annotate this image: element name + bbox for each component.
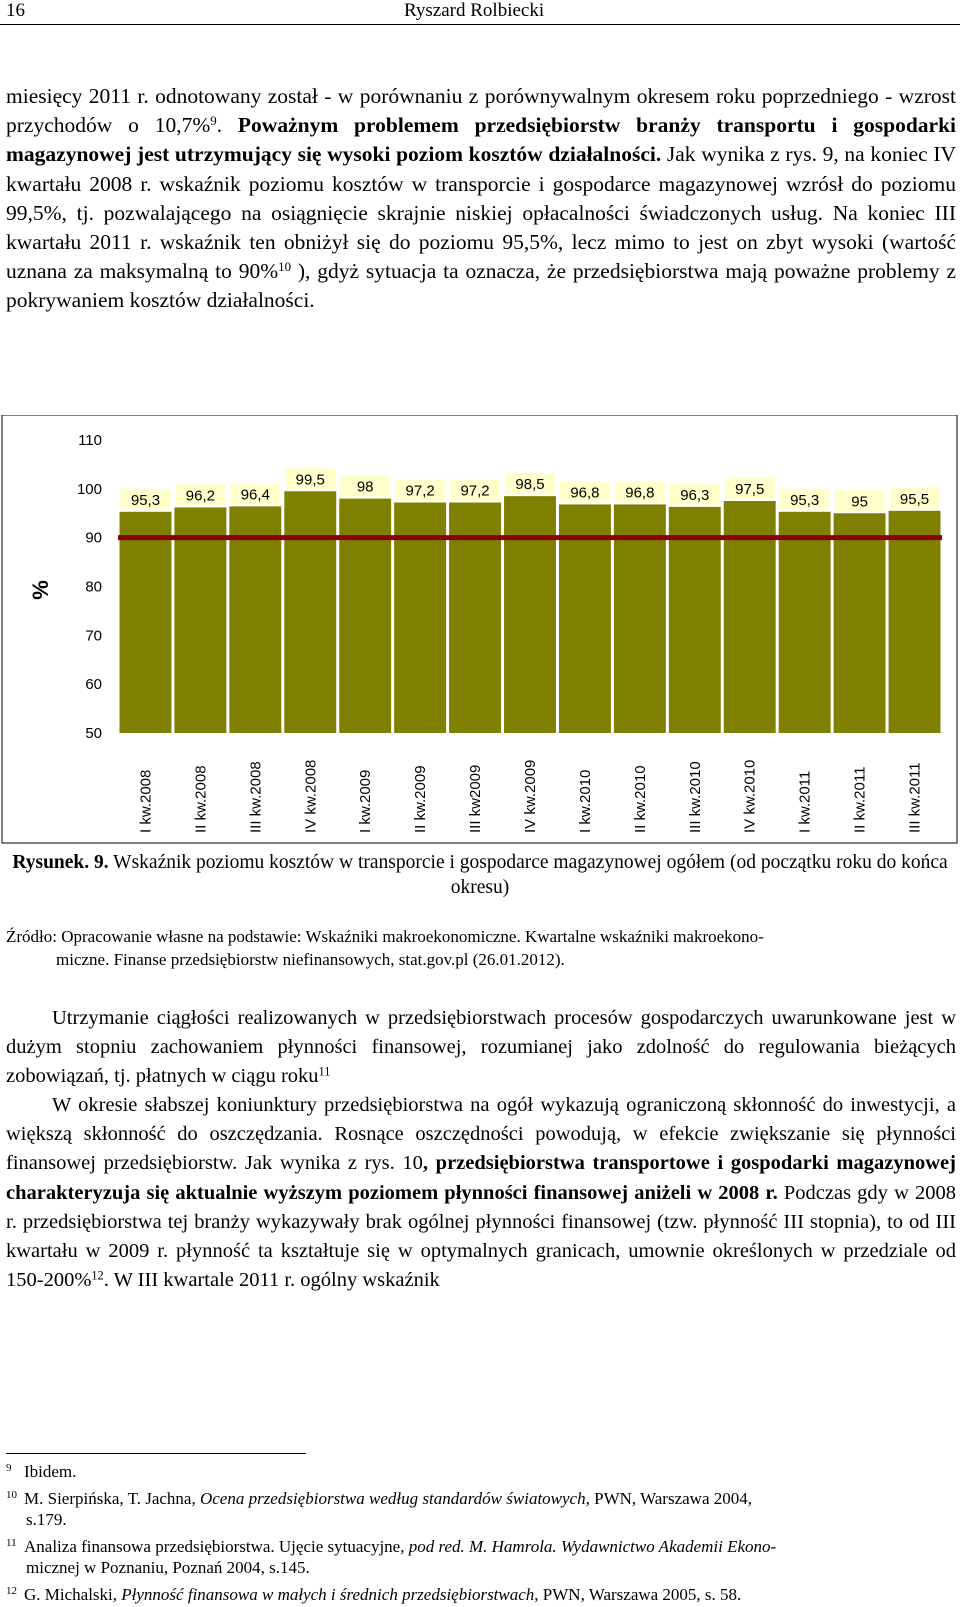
data-bar	[889, 511, 941, 733]
data-label: 96,2	[185, 487, 216, 505]
x-tick-label: I kw.2011	[796, 770, 814, 833]
body-paragraphs	[6, 1004, 956, 1295]
intro-bold-text: Poważnym problemem przedsiębiorstw branży transportu i gospodarki magazynowej jest utrzymujący się wysoki poziom kosztów działalności.	[6, 113, 957, 167]
footnote-title: Płynność finansowa w małych i średnich przedsiębiorstwach	[121, 1584, 535, 1604]
intro-text-4: ), gdyż sytuacja ta oznacza, że przedsiębiorstwa mają poważne problemy z pokrywaniem kosztów działalności.	[6, 259, 956, 313]
x-tick-label: II kw.2010	[631, 765, 649, 833]
figure-caption-label: Rysunek. 9.	[12, 852, 109, 873]
intro-text-1: miesięcy 2011 r. odnotowany został - w porównaniu z porównywalnym okresem roku poprzedniego - wzrost przychodów o 10,7%	[6, 84, 956, 138]
data-bar	[669, 507, 721, 733]
figure-source	[6, 925, 956, 971]
data-label: 95	[851, 493, 868, 511]
footnote-text-cont: micznej w Poznaniu, Poznań 2004, s.145.	[26, 1558, 310, 1577]
source-line-1: Źródło: Opracowanie własne na podstawie: Wskaźniki makroekonomiczne. Kwartalne wskaźniki makroekono-	[6, 927, 764, 946]
x-tick-label: II kw.2011	[851, 766, 869, 833]
x-tick-label: III kw.2010	[686, 761, 704, 833]
data-bar	[229, 506, 281, 733]
data-bar	[504, 496, 556, 733]
footnote-number: 12	[6, 1584, 17, 1597]
x-tick-label: IV kw.2010	[741, 759, 759, 833]
body-bold-comma: ,	[422, 1152, 429, 1175]
data-label: 98,5	[515, 476, 545, 494]
x-tick-label: IV kw.2008	[302, 759, 320, 833]
footnote-11	[6, 1533, 956, 1579]
x-tick-label: I kw.2009	[357, 769, 375, 833]
footnote-text: , PWN, Warszawa 2005, s. 58.	[534, 1584, 742, 1604]
figure-caption	[0, 850, 960, 900]
data-bar	[779, 512, 831, 733]
y-tick-label: 90	[85, 529, 102, 547]
source-line-2: miczne. Finanse przedsiębiorstw niefinansowych, stat.gov.pl (26.01.2012).	[56, 950, 565, 969]
y-axis-label: %	[28, 580, 53, 600]
body-text-3: Podczas gdy w 2008 r. przedsiębiorstwa tej branży wykazywały brak ogólnej płynności finansowej (tzw. płynność III stopnia), to od III kwartału w 2009 r. płynność ta kształtuje się w optymalnych granicach, umownie określonych w przedziale od 150-200%	[6, 1181, 957, 1291]
footnote-rule	[6, 1453, 306, 1454]
footnote-number: 10	[6, 1488, 17, 1501]
x-tick-label: III kw.2011	[906, 762, 924, 833]
x-tick-label: II kw.2008	[192, 765, 210, 833]
footnote-text: G. Michalski,	[24, 1584, 122, 1604]
data-label: 97,2	[460, 482, 490, 500]
page-header	[0, 0, 960, 26]
footnote-title: , pod red. M. Hamrola. Wydawnictwo Akademii Ekono-	[400, 1536, 777, 1556]
footnote-text: Ibidem.	[24, 1462, 77, 1481]
cost-index-bar-chart	[0, 415, 960, 845]
footnote-number: 11	[6, 1536, 17, 1549]
page-number: 16	[6, 0, 25, 21]
data-label: 98	[356, 478, 374, 496]
body-bold-text: przedsiębiorstwa transportowe i gospodarki magazynowej charakteryzuja się aktualnie wyższym poziomem płynności finansowej aniżeli w 2008 r.	[6, 1152, 956, 1204]
x-tick-label: III kw2009	[467, 764, 485, 833]
header-rule	[0, 24, 960, 25]
footnote-title: Ocena przedsiębiorstwa według standardów światowych	[199, 1488, 586, 1508]
footnote-text: , PWN, Warszawa 2004,	[585, 1488, 752, 1508]
x-tick-label: III kw.2008	[247, 761, 265, 833]
body-text-4: . W III kwartale 2011 r. ogólny wskaźnik	[103, 1268, 440, 1291]
data-label: 96,4	[240, 486, 270, 504]
x-tick-label: II kw.2009	[412, 765, 430, 833]
footnote-9	[6, 1458, 956, 1483]
data-label: 97,5	[735, 481, 765, 499]
y-tick-label: 70	[85, 627, 102, 645]
footnote-text: Analiza finansowa przedsiębiorstwa. Ujęcie sytuacyjne	[24, 1536, 401, 1556]
intro-text-2: .	[216, 113, 238, 138]
x-tick-label: IV kw.2009	[522, 759, 539, 833]
footnote-text-cont: s.179.	[26, 1510, 67, 1529]
data-bar	[834, 513, 886, 733]
data-label: 96,8	[625, 484, 655, 502]
footnote-ref-9: 9	[210, 114, 217, 129]
footnote-10	[6, 1485, 956, 1531]
footnotes	[6, 1458, 956, 1607]
data-label: 95,3	[130, 491, 161, 509]
y-tick-label: 110	[78, 432, 102, 449]
y-tick-label: 60	[85, 676, 102, 694]
x-tick-label: I kw.2010	[576, 769, 594, 833]
data-bar	[174, 507, 226, 733]
data-bar	[120, 512, 172, 733]
intro-paragraph	[6, 82, 956, 316]
running-head-author: Ryszard Rolbiecki	[404, 0, 545, 21]
footnote-12	[6, 1581, 956, 1606]
y-tick-label: 80	[85, 578, 102, 596]
data-bar	[284, 491, 336, 733]
data-label: 95,5	[899, 490, 930, 508]
footnote-ref-10: 10	[278, 260, 292, 275]
data-bar	[339, 499, 391, 733]
intro-text-3: Jak wynika z rys. 9, na koniec IV kwartału 2008 r. wskaźnik poziomu kosztów w transporcie i gospodarce magazynowej wzrósł do poziomu 99,5%, tj. pozwalającego na osiągnięcie skrajnie niskiej opłacalności świadczonych usług. Na koniec III kwartału 2011 r. wskaźnik ten obniżył się do poziomu 95,5%, lecz mimo to jest on zbyt wysoki (wartość uznana za maksymalną to 90%	[6, 142, 957, 284]
data-label: 96,8	[570, 484, 600, 502]
body-text-1: Utrzymanie ciągłości realizowanych w przedsiębiorstwach procesów gospodarczych uwarunkowane jest w dużym stopniu zachowaniem płynności finansowej, rozumianej jako zdolność do regulowania bieżących zobowiązań, tj. płatnych w ciągu roku	[6, 1007, 956, 1088]
footnote-ref-12: 12	[91, 1268, 104, 1283]
body-text-2: W okresie słabszej koniunktury przedsiębiorstwa na ogół wykazują ograniczoną skłonność do inwestycji, a większą skłonność do oszczędzania. Rosnące oszczędności powodują, w efekcie zwiększanie się płynności finansowej przedsiębiorstw. Jak wynika z rys. 10	[6, 1094, 956, 1175]
data-label: 95,3	[790, 491, 820, 509]
footnote-text: M. Sierpińska, T. Jachna,	[24, 1488, 200, 1508]
footnote-ref-11: 11	[318, 1064, 331, 1079]
data-label: 99,5	[295, 471, 325, 489]
figure-caption-text: Wskaźnik poziomu kosztów w transporcie i gospodarce magazynowej ogółem (od początku roku do końca okresu)	[108, 852, 948, 898]
x-tick-label: I kw.2008	[137, 769, 155, 833]
footnote-number: 9	[6, 1462, 12, 1474]
data-label: 96,3	[680, 486, 710, 504]
y-tick-label: 100	[76, 480, 102, 498]
y-tick-label: 50	[85, 725, 102, 742]
data-label: 97,2	[405, 482, 435, 500]
